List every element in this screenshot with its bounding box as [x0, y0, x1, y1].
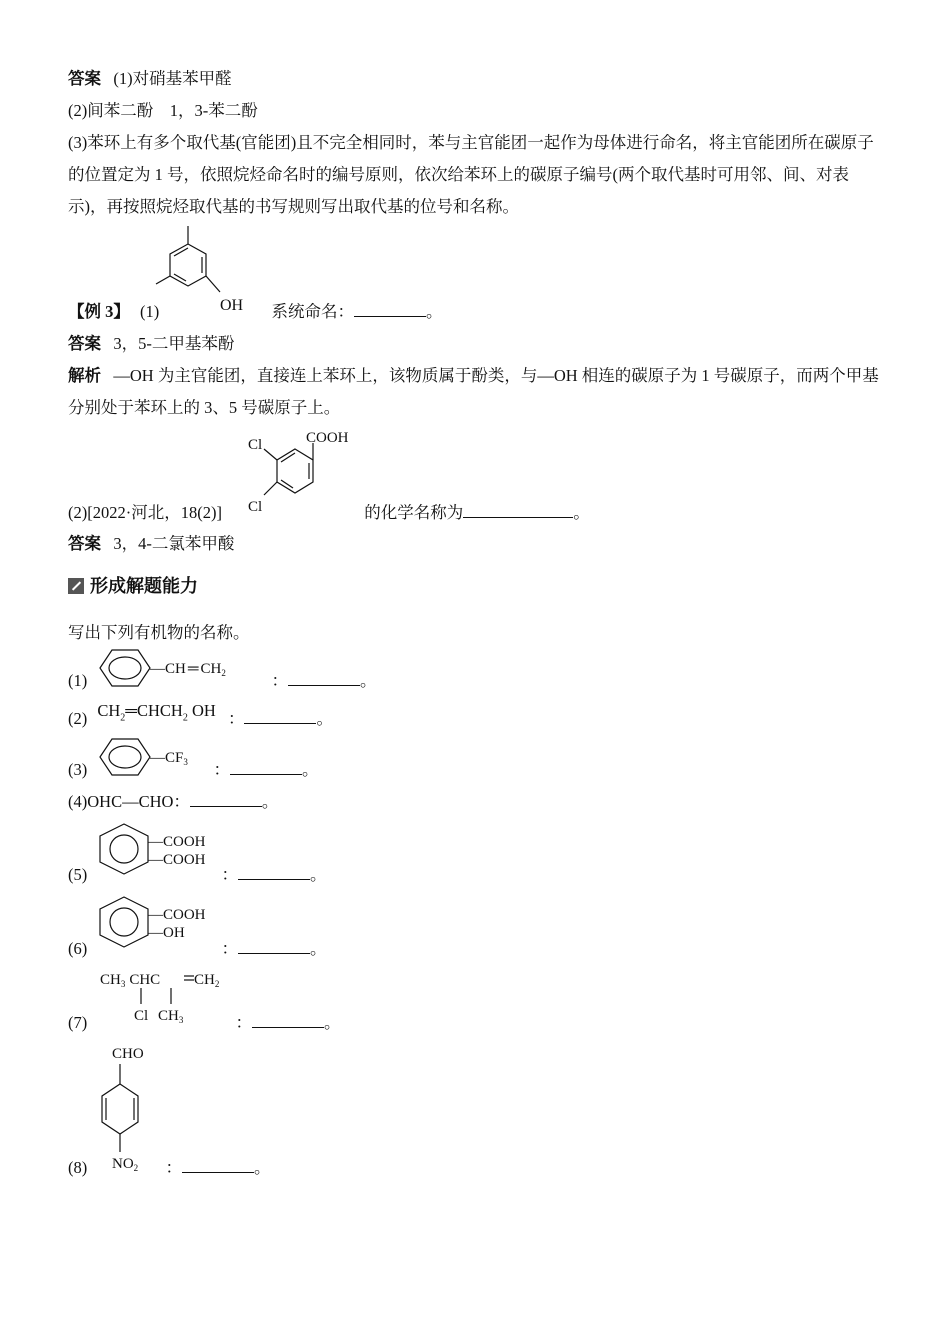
cho-group: CHO	[112, 1046, 144, 1062]
exercise-number: (7)	[68, 1013, 88, 1032]
answer-line-1	[68, 68, 232, 90]
oh-bond	[206, 276, 220, 292]
colon: ：	[213, 760, 230, 779]
cl-bond-bottom	[264, 482, 277, 495]
cl-bond-top	[264, 449, 277, 460]
exercise-text: (4)OHC—CHO：	[68, 792, 190, 811]
example-3-part-2	[68, 502, 590, 524]
cooh-group-2: —COOH	[148, 852, 206, 868]
no2-group: $NO_2$	[112, 1156, 139, 1173]
answer-text: 3，5-二甲基苯酚	[113, 334, 235, 353]
methyl-bond-left	[156, 276, 170, 284]
exercise-6	[68, 938, 327, 960]
colon: ：	[221, 865, 238, 884]
answer-blank[interactable]	[238, 938, 310, 954]
part-1-prompt: 系统命名：	[271, 302, 354, 321]
cooh-label: COOH	[306, 430, 349, 446]
exercise-5	[68, 864, 327, 886]
answer-blank[interactable]	[463, 502, 573, 518]
answer-1-text: (1)对硝基苯甲醛	[113, 69, 232, 88]
answer-blank[interactable]	[238, 864, 310, 880]
answer-blank[interactable]	[288, 670, 360, 686]
exercise-2	[68, 701, 333, 737]
colon: ：	[227, 709, 245, 728]
top-chain: $CH_3$ CHC	[100, 972, 161, 989]
cl-label-bottom: Cl	[248, 499, 263, 515]
answer-label: 答案	[68, 69, 101, 88]
period: 。	[360, 671, 377, 690]
example-label: 【例 3】	[68, 302, 130, 321]
exercise-number: (5)	[68, 865, 88, 884]
cooh-group-1: —COOH	[148, 834, 206, 850]
ch3-substituent: $CH_3$	[158, 1008, 184, 1025]
cl-label-top: Cl	[248, 437, 263, 453]
benzene-ring	[170, 244, 206, 286]
period: 。	[310, 939, 327, 958]
period: 。	[316, 709, 333, 728]
answer-label: 答案	[68, 334, 101, 353]
exercise-number: (3)	[68, 760, 88, 779]
period: 。	[573, 503, 590, 522]
answer-blank[interactable]	[230, 759, 302, 775]
exercise-number: (8)	[68, 1158, 88, 1177]
section-header	[68, 574, 198, 598]
answer-line-2: (2)间苯二酚 1，3-苯二酚	[68, 101, 258, 120]
exercise-7	[68, 1012, 341, 1034]
answer-paragraph-3: (3)苯环上有多个取代基(官能团)且不完全相同时，苯与主官能团一起作为母体进行命名，将主官能团所在碳原子的位置定为 1 号，依照烷烃命名时的编号原则，依次给苯环上的碳原子编号(两个取代基时可用邻、间、对表示)，再按照烷烃取代基的书写规则写出取代基的位号和名称。	[68, 133, 874, 216]
answer-label: 答案	[68, 534, 101, 553]
colon: ：	[271, 671, 288, 690]
benzene-ring	[102, 1084, 138, 1134]
vinyl-group: —CH ═ $CH_2$	[150, 661, 226, 678]
example-3-answer-2	[68, 533, 234, 555]
benzene-ring	[277, 449, 313, 493]
exercise-number: (2)	[68, 709, 88, 728]
example-3-part-1	[68, 301, 443, 323]
exercise-8	[68, 1157, 271, 1179]
section-title: 形成解题能力	[90, 576, 198, 596]
answer-blank[interactable]	[190, 791, 262, 807]
section-intro: 写出下列有机物的名称。	[68, 623, 250, 642]
pencil-square-icon	[68, 578, 84, 594]
period: 。	[426, 302, 443, 321]
exercise-3	[68, 759, 319, 781]
colon: ：	[235, 1013, 252, 1032]
period: 。	[302, 760, 319, 779]
answer-blank[interactable]	[252, 1012, 324, 1028]
allyl-alcohol-formula: $CH_2═CHCH_2$ OH	[97, 701, 216, 724]
cooh-group: —COOH	[148, 907, 206, 923]
cf3-group: $—CF_3$	[150, 750, 188, 767]
example-3-analysis	[68, 360, 880, 424]
analysis-text: —OH 为主官能团，直接连上苯环上，该物质属于酚类，与—OH 相连的碳原子为 1 号碳原子，而两个甲基分别处于苯环上的 3、5 号碳原子上。	[68, 366, 879, 417]
part-1-number: (1)	[140, 302, 160, 321]
answer-text: 3，4-二氯苯甲酸	[113, 534, 235, 553]
analysis-label: 解析	[68, 366, 101, 385]
period: 。	[254, 1158, 271, 1177]
answer-blank[interactable]	[354, 301, 426, 317]
exercise-number: (6)	[68, 939, 88, 958]
example-3-answer	[68, 333, 234, 355]
oh-label: OH	[220, 297, 244, 314]
part-2-number: (2)[2022·河北，18(2)]	[68, 503, 222, 522]
answer-blank[interactable]	[182, 1157, 254, 1173]
colon: ：	[221, 939, 238, 958]
ch2-group: $CH_2$	[194, 972, 220, 989]
period: 。	[261, 792, 279, 811]
colon: ：	[165, 1158, 182, 1177]
part-2-prompt: 的化学名称为	[364, 503, 464, 522]
exercise-number: (1)	[68, 671, 88, 690]
exercise-1	[68, 670, 377, 692]
cl-substituent: Cl	[134, 1008, 149, 1024]
exercise-4	[68, 791, 278, 813]
oh-group: —OH	[148, 925, 185, 941]
answer-blank[interactable]	[244, 708, 316, 724]
period: 。	[310, 865, 327, 884]
period: 。	[324, 1013, 341, 1032]
